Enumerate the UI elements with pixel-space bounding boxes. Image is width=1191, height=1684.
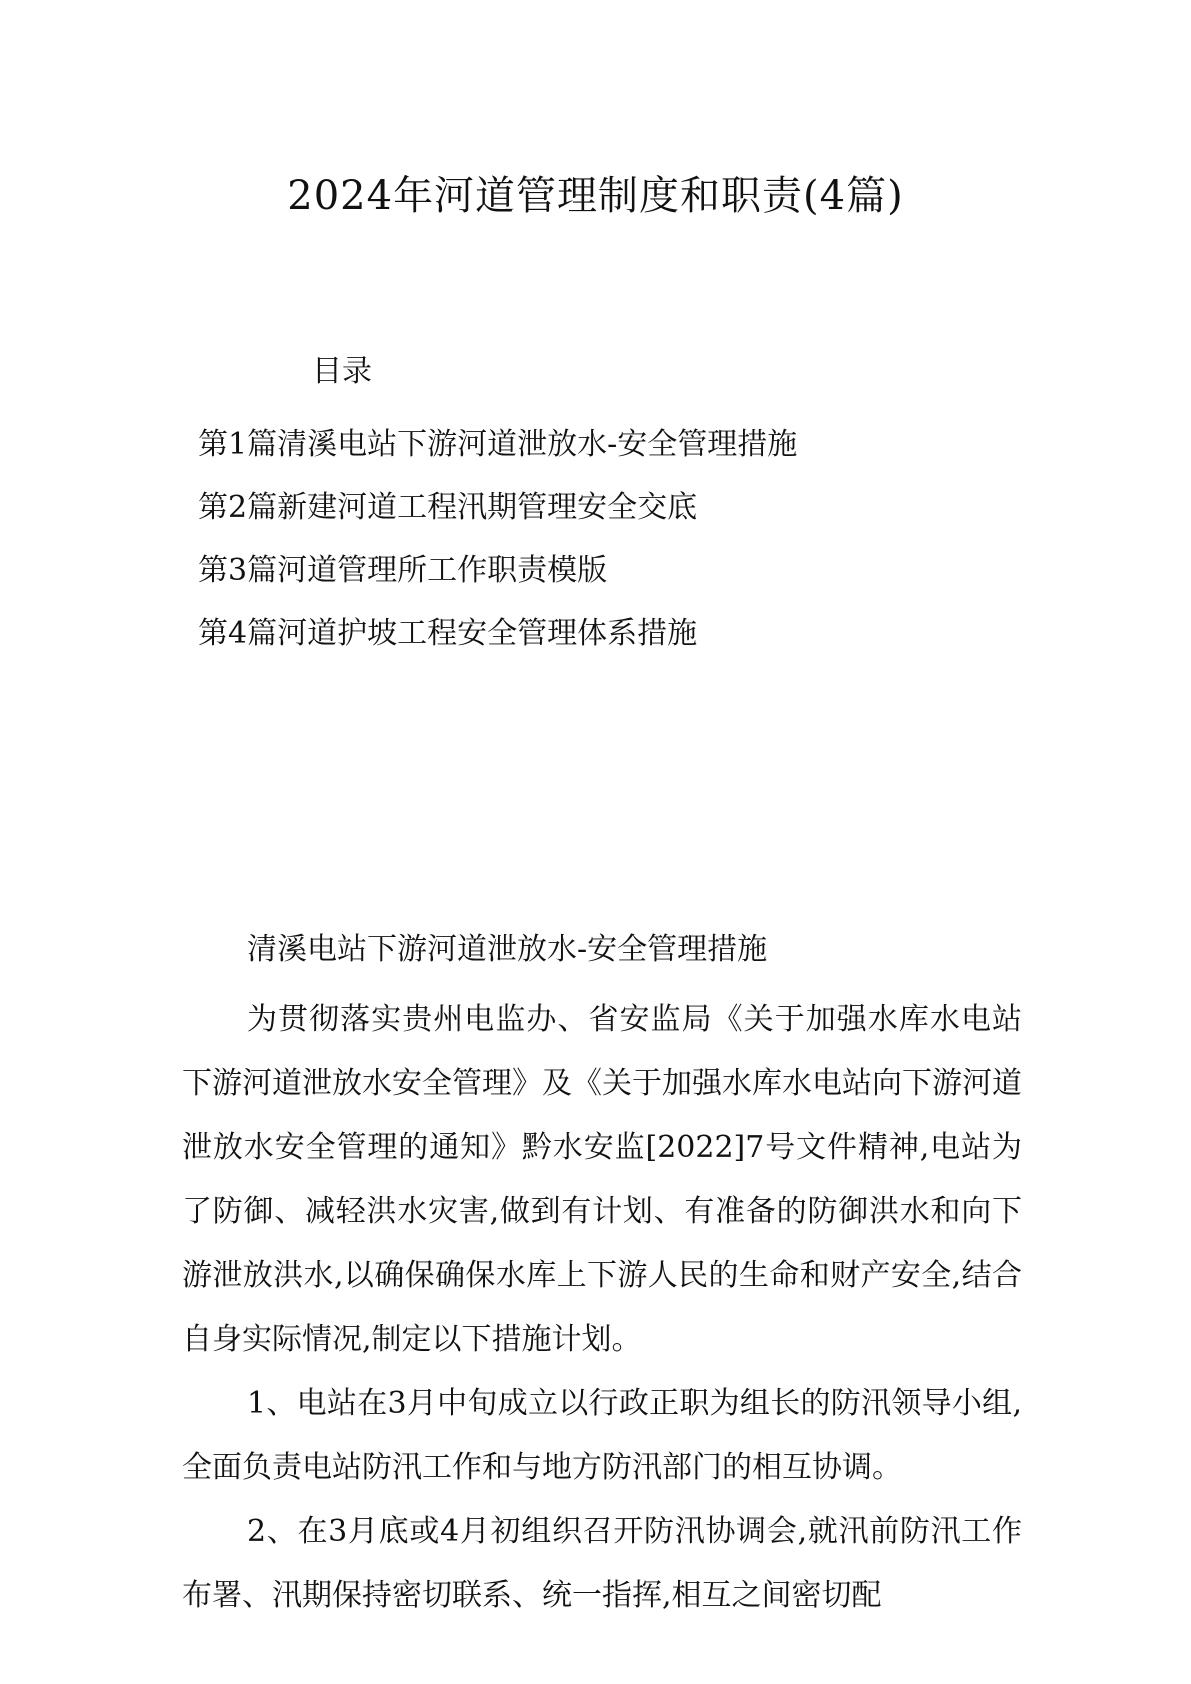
section-body — [182, 988, 1022, 1628]
toc-item: 第2篇新建河道工程汛期管理安全交底 — [198, 490, 698, 525]
section-heading: 清溪电站下游河道泄放水-安全管理措施 — [247, 932, 768, 967]
toc-item: 第4篇河道护坡工程安全管理体系措施 — [198, 616, 698, 651]
toc-item: 第3篇河道管理所工作职责模版 — [198, 553, 608, 588]
toc-list — [198, 413, 797, 665]
body-paragraph: 2、在3月底或4月初组织召开防汛协调会,就汛前防汛工作布署、汛期保持密切联系、统一指挥,相互之间密切配 — [182, 1514, 1022, 1613]
toc-heading: 目录 — [312, 354, 372, 389]
toc-item: 第1篇清溪电站下游河道泄放水-安全管理措施 — [198, 427, 798, 462]
body-paragraph: 为贯彻落实贵州电监办、省安监局《关于加强水库水电站下游河道泄放水安全管理》及《关于加强水库水电站向下游河道泄放水安全管理的通知》黔水安监[2022]7号文件精神,电站为了防御、减轻洪水灾害,做到有计划、有准备的防御洪水和向下游泄放洪水,以确保确保水库上下游人民的生命和财产安全,结合自身实际情况,制定以下措施计划。 — [182, 1002, 1022, 1357]
document-title: 2024年河道管理制度和职责(4篇) — [287, 173, 904, 219]
body-paragraph: 1、电站在3月中旬成立以行政正职为组长的防汛领导小组,全面负责电站防汛工作和与地方防汛部门的相互协调。 — [182, 1386, 1022, 1485]
